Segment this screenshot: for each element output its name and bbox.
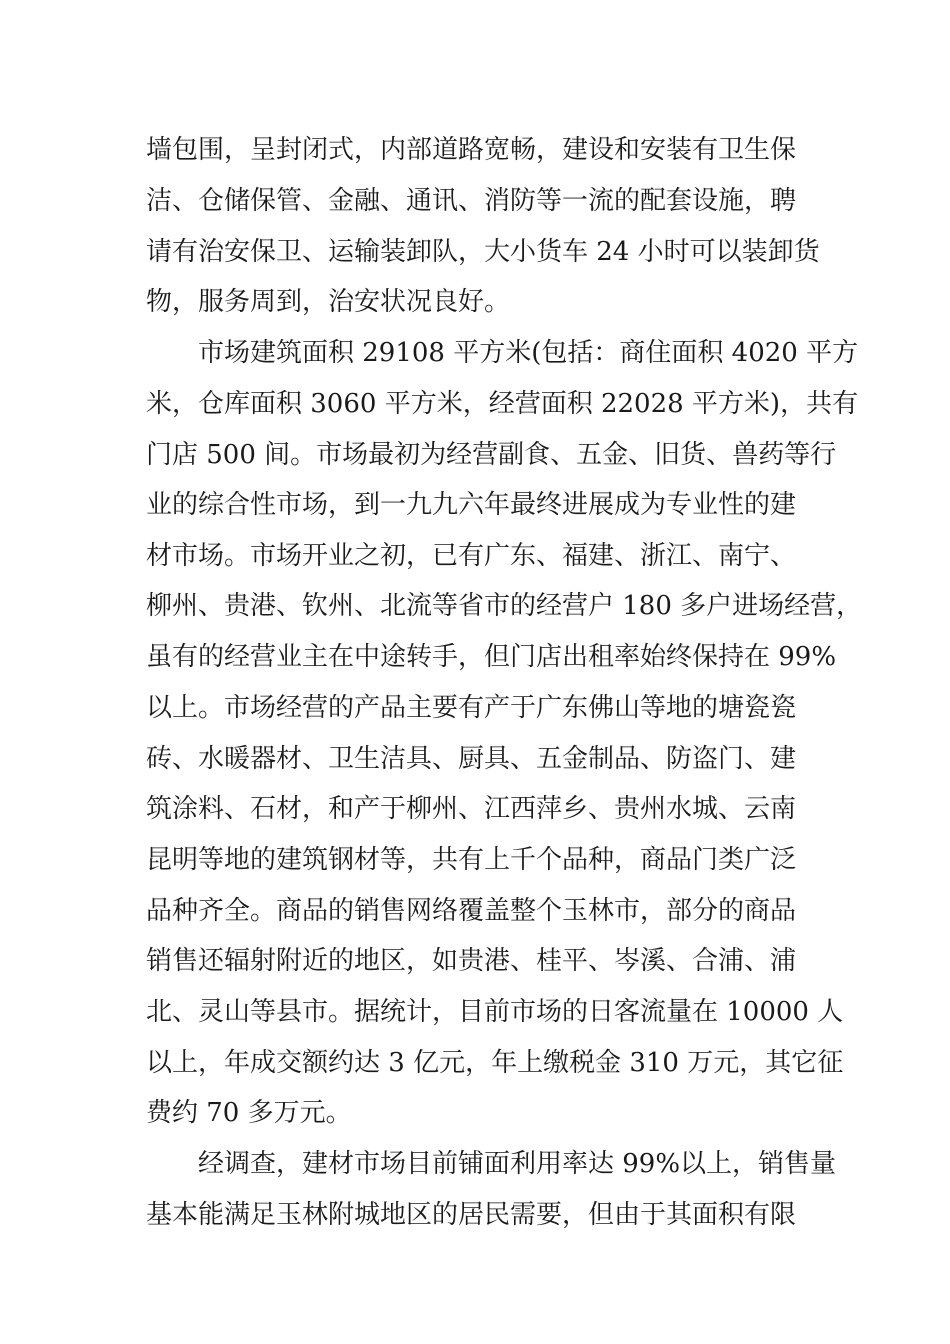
text-line: 销售还辐射附近的地区，如贵港、桂平、岑溪、合浦、浦 [146,946,797,976]
text-line: 砖、水暖器材、卫生洁具、厨具、五金制品、防盗门、建 [146,744,797,774]
text-line: 材市场。市场开业之初，已有广东、福建、浙江、南宁、 [146,541,797,571]
text-line: 基本能满足玉林附城地区的居民需要，但由于其面积有限 [146,1200,797,1230]
paragraph-first-line: 经调查，建材市场目前铺面利用率达 99%以上，销售量 [198,1149,837,1179]
text-line: 米，仓库面积 3060 平方米，经营面积 22028 平方米)，共有 [146,389,859,419]
text-line: 墙包围，呈封闭式，内部道路宽畅，建设和安装有卫生保 [146,135,797,165]
text-line: 洁、仓储保管、金融、通讯、消防等一流的配套设施，聘 [146,186,797,216]
paragraph-first-line: 市场建筑面积 29108 平方米(包括：商住面积 4020 平方 [198,338,859,368]
text-line: 品种齐全。商品的销售网络覆盖整个玉林市，部分的商品 [146,896,797,926]
text-line: 昆明等地的建筑钢材等，共有上千个品种，商品门类广泛 [146,845,797,875]
text-line: 以上，年成交额约达 3 亿元，年上缴税金 310 万元，其它征 [146,1048,844,1078]
text-line: 业的综合性市场，到一九九六年最终进展成为专业性的建 [146,490,797,520]
text-line: 物，服务周到，治安状况良好。 [146,287,511,317]
text-line: 请有治安保卫、运输装卸队，大小货车 24 小时可以装卸货 [146,237,820,267]
text-line: 柳州、贵港、钦州、北流等省市的经营户 180 多户进场经营， [146,591,863,621]
text-line: 门店 500 间。市场最初为经营副食、五金、旧货、兽药等行 [146,440,837,470]
text-line: 以上。市场经营的产品主要有产于广东佛山等地的塘瓷瓷 [146,693,797,723]
text-line: 费约 70 多万元。 [146,1098,352,1128]
text-line: 筑涂料、石材，和产于柳州、江西萍乡、贵州水城、云南 [146,794,797,824]
text-line: 北、灵山等县市。据统计，目前市场的日客流量在 10000 人 [146,997,844,1027]
text-line: 虽有的经营业主在中途转手，但门店出租率始终保持在 99% [146,642,837,672]
